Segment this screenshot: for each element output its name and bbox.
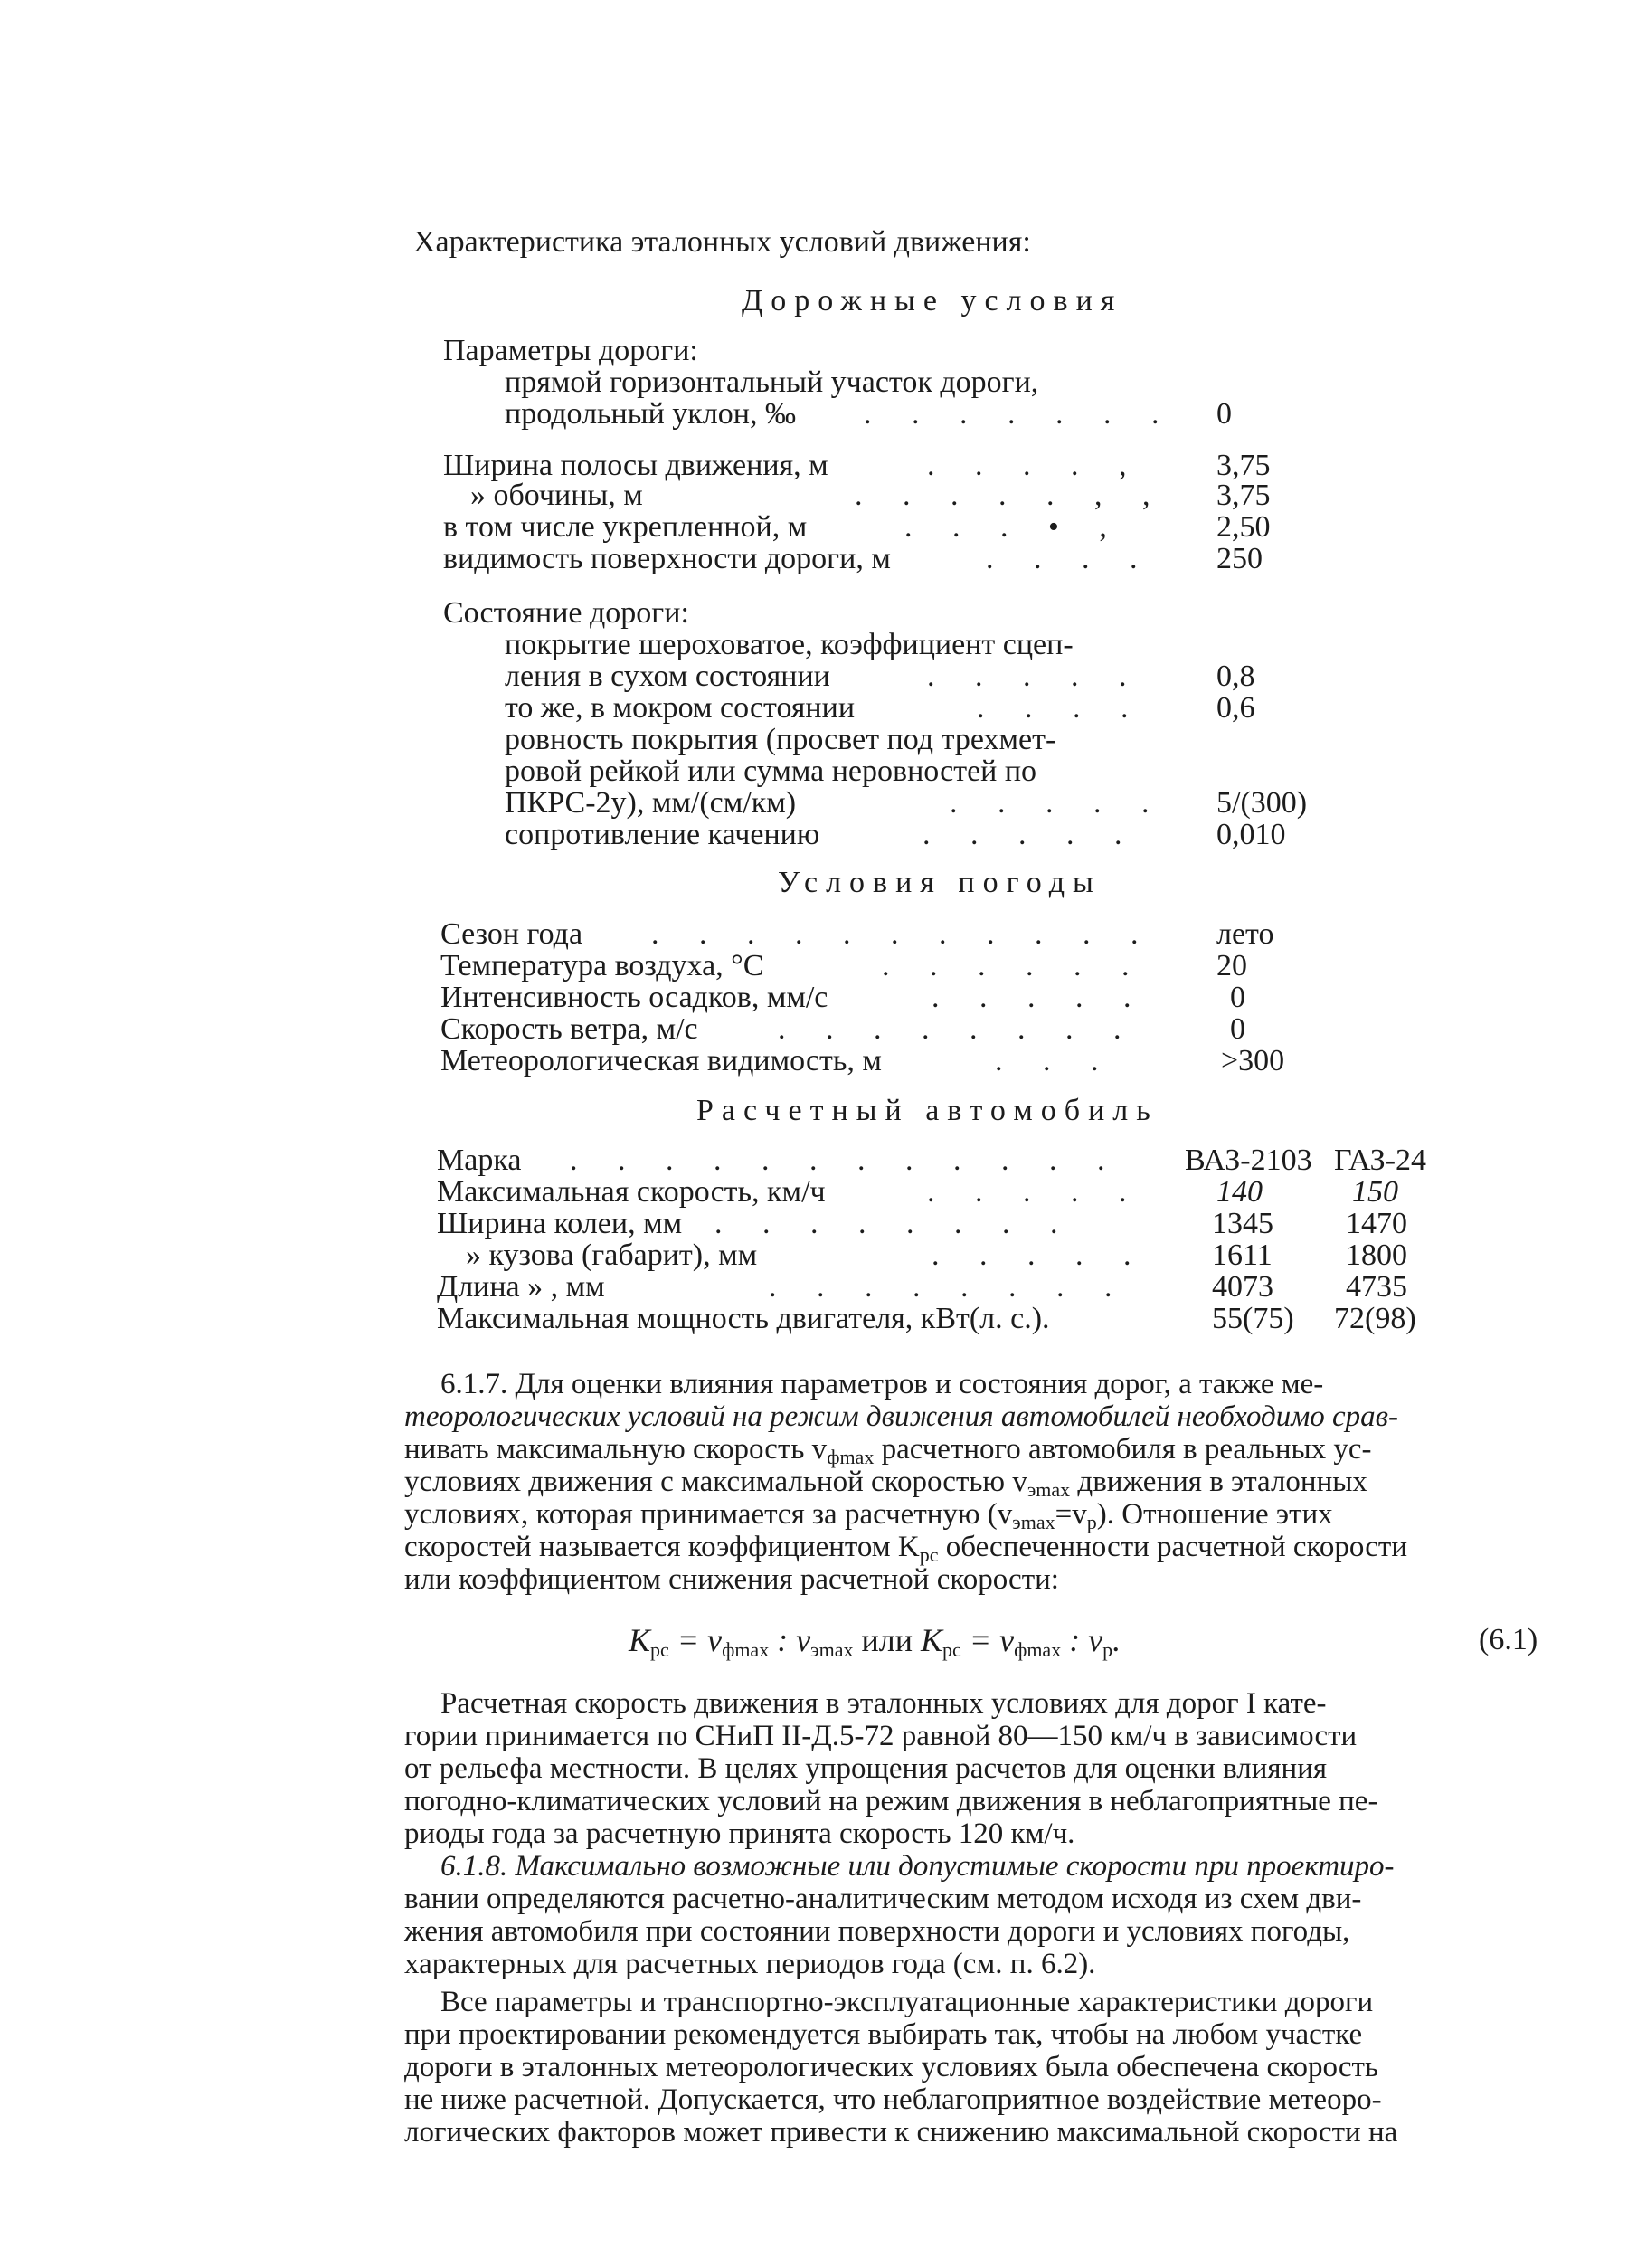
leader-dots: . . . • , bbox=[904, 510, 1123, 544]
wind-label: Скорость ветра, м/с bbox=[440, 1012, 698, 1046]
paragraph-line: Расчетная скорость движения в эталонных условиях для дорог I кате- bbox=[440, 1687, 1327, 1720]
evenness-line1: ровность покрытия (просвет под трехмет- bbox=[505, 723, 1056, 756]
reinforced-label: в том числе укрепленной, м bbox=[443, 510, 808, 544]
leader-dots: . . . . . . . . bbox=[769, 1270, 1129, 1304]
meteo-visibility-value: >300 bbox=[1221, 1044, 1285, 1077]
weather-heading: Условия погоды bbox=[778, 866, 1102, 899]
car-value-2: 150 bbox=[1352, 1175, 1398, 1209]
leader-dots: . . . . bbox=[977, 691, 1145, 725]
temp-label: Температура воздуха, °C bbox=[440, 949, 764, 982]
leader-dots: . . . . . . . . . . . bbox=[651, 917, 1155, 951]
leader-dots: . . . . . bbox=[927, 660, 1143, 693]
precip-value: 0 bbox=[1230, 981, 1245, 1014]
paragraph-line: условиях, которая принимается за расчетную $(v_{эmax}=v_р)$. Отношение этих bbox=[404, 1498, 1333, 1533]
leader-dots: . . . . bbox=[986, 542, 1154, 575]
paragraph-line: скоростей называется коэффициентом $K_{рс}$ обеспеченности расчетной скорости bbox=[404, 1531, 1407, 1566]
paragraph-line: нивать максимальную скорость $v_{фmax}$ расчетного автомобиля в реальных ус- bbox=[404, 1433, 1372, 1468]
paragraph-line: условиях движения с максимальной скоростью $v_{эmax}$ движения в эталонных bbox=[404, 1466, 1367, 1501]
visibility-value: 250 bbox=[1216, 542, 1263, 575]
leader-dots: . . . . . bbox=[932, 1238, 1148, 1272]
car-row-label: Марка bbox=[437, 1143, 522, 1177]
leader-dots: . . . . . . . . . . . . bbox=[570, 1143, 1121, 1177]
shoulder-value: 3,75 bbox=[1216, 479, 1271, 512]
paragraph-line: риоды года за расчетную принята скорость 120 км/ч. bbox=[404, 1817, 1075, 1850]
coef-wet-label: то же, в мокром состоянии bbox=[505, 691, 856, 725]
coef-line1: покрытие шероховатое, коэффициент сцеп- bbox=[505, 628, 1074, 661]
car-value-1: ВАЗ-2103 bbox=[1185, 1143, 1312, 1177]
lane-width-value: 3,75 bbox=[1216, 449, 1271, 482]
shoulder-label: » обочины, м bbox=[470, 479, 643, 512]
car-value-2: 72(98) bbox=[1334, 1302, 1416, 1335]
car-value-1: 1345 bbox=[1212, 1207, 1273, 1240]
lane-width-label: Ширина полосы движения, м bbox=[443, 449, 828, 482]
leader-dots: . . . bbox=[995, 1044, 1115, 1077]
evenness-line2: ровой рейкой или сумма неровностей по bbox=[505, 754, 1037, 788]
car-row-label: Максимальная мощность двигателя, кВт(л. с.). bbox=[437, 1302, 1050, 1335]
grade-value: 0 bbox=[1216, 397, 1232, 431]
wind-value: 0 bbox=[1230, 1012, 1245, 1046]
evenness-line3: ПКРС-2у), мм/(см/км) bbox=[505, 786, 797, 820]
car-row-label: Ширина колеи, мм bbox=[437, 1207, 683, 1240]
road-state-title: Состояние дороги: bbox=[443, 596, 689, 630]
rolling-value: 0,010 bbox=[1216, 818, 1286, 851]
paragraph-line: 6.1.7. Для оценки влияния параметров и состояния дорог, а также ме- bbox=[440, 1368, 1324, 1400]
car-value-1: 4073 bbox=[1212, 1270, 1273, 1304]
car-value-2: 1470 bbox=[1346, 1207, 1407, 1240]
paragraph-line: погодно-климатических условий на режим движения в неблагоприятные пе- bbox=[404, 1785, 1378, 1817]
road-params-line2: продольный уклон, ‰ bbox=[505, 397, 796, 431]
car-row-label: » кузова (габарит), мм bbox=[466, 1238, 758, 1272]
leader-dots: . . . . . bbox=[923, 818, 1139, 851]
car-heading: Расчетный автомобиль bbox=[696, 1094, 1159, 1127]
paragraph-line: не ниже расчетной. Допускается, что неблагоприятное воздействие метеоро- bbox=[404, 2083, 1382, 2116]
car-value-2: ГАЗ-24 bbox=[1334, 1143, 1427, 1177]
paragraph-line: логических факторов может привести к снижению максимальной скорости на bbox=[404, 2116, 1398, 2149]
paragraph-line: жения автомобиля при состоянии поверхности дороги и условиях погоды, bbox=[404, 1915, 1350, 1948]
intro-line: Характеристика эталонных условий движения: bbox=[413, 225, 1031, 259]
leader-dots: . . . . . , , bbox=[855, 479, 1167, 512]
leader-dots: . . . . . bbox=[950, 786, 1166, 820]
car-row-label: Длина » , мм bbox=[437, 1270, 605, 1304]
car-value-2: 4735 bbox=[1346, 1270, 1407, 1304]
road-params-title: Параметры дороги: bbox=[443, 334, 698, 367]
season-value: лето bbox=[1216, 917, 1274, 951]
paragraph-line: при проектировании рекомендуется выбирать так, чтобы на любом участке bbox=[404, 2018, 1363, 2051]
car-row-label: Максимальная скорость, км/ч bbox=[437, 1175, 826, 1209]
visibility-label: видимость поверхности дороги, м bbox=[443, 542, 891, 575]
car-value-1: 1611 bbox=[1212, 1238, 1273, 1272]
car-value-2: 1800 bbox=[1346, 1238, 1407, 1272]
formula-6-1: $K_{рс} = v_{фmax}$ : $v_{эmax}$ или $K_{рс} = v_{фmax}$ : $v_р$. bbox=[629, 1622, 1121, 1661]
reinforced-value: 2,50 bbox=[1216, 510, 1271, 544]
leader-dots: . . . . . . . . bbox=[778, 1012, 1138, 1046]
equation-number: (6.1) bbox=[1479, 1623, 1538, 1656]
rolling-label: сопротивление качению bbox=[505, 818, 820, 851]
leader-dots: . . . . . . bbox=[882, 949, 1146, 982]
coef-dry-value: 0,8 bbox=[1216, 660, 1255, 693]
paragraph-line: от рельефа местности. В целях упрощения расчетов для оценки влияния bbox=[404, 1752, 1328, 1785]
leader-dots: . . . . . bbox=[927, 1175, 1143, 1209]
paragraph-line: дороги в эталонных метеорологических условиях была обеспечена скорость bbox=[404, 2051, 1378, 2083]
car-value-1: 140 bbox=[1216, 1175, 1263, 1209]
car-value-1: 55(75) bbox=[1212, 1302, 1294, 1335]
road-heading: Дорожные условия bbox=[742, 284, 1123, 318]
leader-dots: . . . . , bbox=[927, 449, 1143, 482]
paragraph-line: 6.1.8. Максимально возможные или допустимые скорости при проектиро- bbox=[440, 1850, 1395, 1883]
paragraph-line: или коэффициентом снижения расчетной скорости: bbox=[404, 1563, 1059, 1596]
leader-dots: . . . . . . . bbox=[864, 397, 1176, 431]
season-label: Сезон года bbox=[440, 917, 583, 951]
paragraph-line: характерных для расчетных периодов года (см. п. 6.2). bbox=[404, 1948, 1096, 1980]
paragraph-line: гории принимается по СНиП II-Д.5-72 равной 80—150 км/ч в зависимости bbox=[404, 1720, 1358, 1752]
paragraph-line: теорологических условий на режим движения автомобилей необходимо срав- bbox=[404, 1400, 1398, 1433]
meteo-visibility-label: Метеорологическая видимость, м bbox=[440, 1044, 882, 1077]
coef-wet-value: 0,6 bbox=[1216, 691, 1255, 725]
leader-dots: . . . . . . . . bbox=[714, 1207, 1074, 1240]
paragraph-line: Все параметры и транспортно-эксплуатационные характеристики дороги bbox=[440, 1986, 1374, 2018]
leader-dots: . . . . . bbox=[932, 981, 1148, 1014]
evenness-value: 5/(300) bbox=[1216, 786, 1308, 820]
coef-line2: ления в сухом состоянии bbox=[505, 660, 830, 693]
precip-label: Интенсивность осадков, мм/с bbox=[440, 981, 828, 1014]
paragraph-line: вании определяются расчетно-аналитическим методом исходя из схем дви- bbox=[404, 1883, 1362, 1915]
road-params-line1: прямой горизонтальный участок дороги, bbox=[505, 365, 1039, 399]
temp-value: 20 bbox=[1216, 949, 1247, 982]
